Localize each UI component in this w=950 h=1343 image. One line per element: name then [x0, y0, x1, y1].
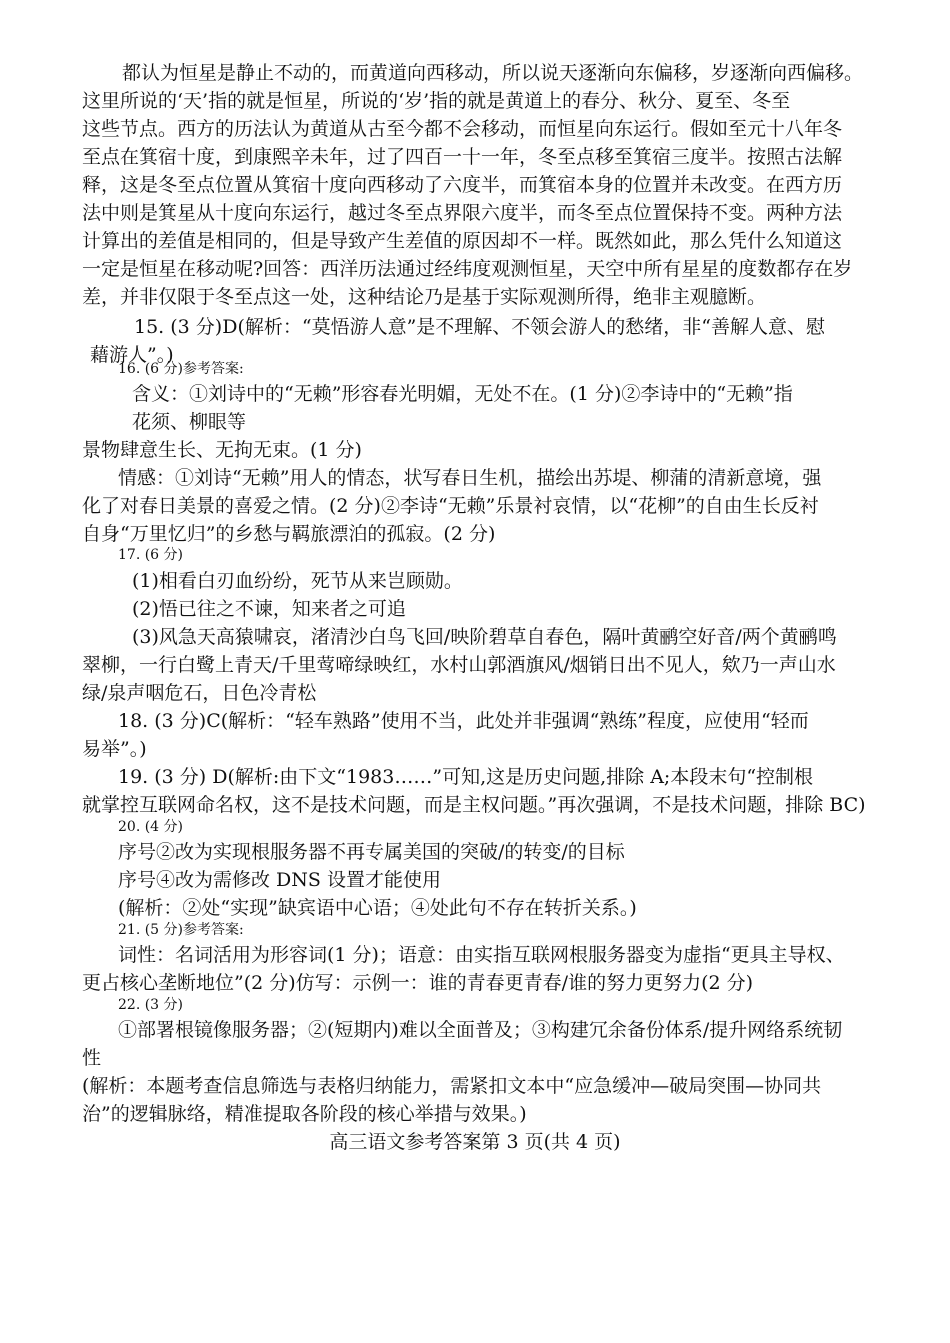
text-line: 释，这是冬至点位置从箕宿十度向西移动了六度半，而箕宿本身的位置并未改变。在西方历	[82, 174, 843, 196]
text-line: 含义：①刘诗中的“无赖”形容春光明媚，无处不在。(1 分)②李诗中的“无赖”指	[132, 383, 793, 405]
text-line: 性	[82, 1047, 102, 1069]
q19-answer: 19. (3 分) D(解析:由下文“1983……”可知,这是历史问题,排除 A;本段末句“控制根	[118, 766, 814, 788]
q21-heading: 21. (5 分)参考答案:	[118, 922, 244, 938]
text-line: (解析：②处“实现”缺宾语中心语；④处此句不存在转折关系。)	[118, 897, 637, 919]
text-line: 都认为恒星是静止不动的，而黄道向西移动，所以说天逐渐向东偏移，岁逐渐向西偏移。	[122, 62, 864, 84]
text-line: (2)悟已往之不谏，知来者之可追	[132, 598, 406, 620]
text-line: ①部署根镜像服务器；②(短期内)难以全面普及；③构建冗余备份体系/提升网络系统韧	[118, 1019, 843, 1041]
text-line: (解析：本题考查信息筛选与表格归纳能力，需紧扣文本中“应急缓冲—破局突围—协同共	[82, 1075, 822, 1097]
q22-heading: 22. (3 分)	[118, 997, 183, 1013]
text-line: 化了对春日美景的喜爱之情。(2 分)②李诗“无赖”乐景衬哀情，以“花柳”的自由生长反衬	[82, 495, 819, 517]
text-line: 序号④改为需修改 DNS 设置才能使用	[118, 869, 441, 891]
text-line: 这里所说的‘天’指的就是恒星，所说的‘岁’指的就是黄道上的春分、秋分、夏至、冬至	[82, 90, 791, 112]
q16-heading: 16. (6 分)参考答案:	[118, 361, 244, 377]
text-line: 易举”。)	[82, 738, 147, 760]
text-line: 绿/泉声咽危石，日色冷青松	[82, 682, 317, 704]
text-line: 花须、柳眼等	[132, 411, 247, 433]
page-footer: 高三语文参考答案第 3 页(共 4 页)	[329, 1131, 621, 1153]
text-line: 情感：①刘诗“无赖”用人的情态，状写春日生机，描绘出苏堤、柳蒲的清新意境，强	[118, 467, 822, 489]
text-line: 治”的逻辑脉络，精准提取各阶段的核心举措与效果。)	[82, 1103, 527, 1125]
q15-answer: 15. (3 分)D(解析：“莫悟游人意”是不理解、不领会游人的愁绪，非“善解人意、慰	[134, 316, 825, 338]
text-line: 翠柳，一行白鹭上青天/千里莺啼绿映红，水村山郭酒旗风/烟销日出不见人，欸乃一声山水	[82, 654, 836, 676]
text-line: 差，并非仅限于冬至点这一处，这种结论乃是基于实际观测所得，绝非主观臆断。	[82, 286, 767, 308]
text-line: 至点在箕宿十度，到康熙辛未年，过了四百一十一年，冬至点移至箕宿三度半。按照古法解	[82, 146, 843, 168]
text-line: 计算出的差值是相同的，但是导致产生差值的原因却不一样。既然如此，那么凭什么知道这	[82, 230, 843, 252]
text-line: 这些节点。西方的历法认为黄道从古至今都不会移动，而恒星向东运行。假如至元十八年冬	[82, 118, 843, 140]
text-line: (3)风急天高猿啸哀，渚清沙白鸟飞回/映阶碧草自春色，隔叶黄鹂空好音/两个黄鹂鸣	[132, 626, 837, 648]
q18-answer: 18. (3 分)C(解析：“轻车熟路”使用不当，此处并非强调“熟练”程度，应使用“轻而	[118, 710, 809, 732]
text-line: (1)相看白刃血纷纷，死节从来岂顾勋。	[132, 570, 463, 592]
q15-answer-cont: 藉游人”。)	[90, 344, 174, 366]
text-line: 一定是恒星在移动呢?回答：西洋历法通过经纬度观测恒星，天空中所有星星的度数都存在岁	[82, 258, 853, 280]
text-line: 词性：名词活用为形容词(1 分)；语意：由实指互联网根服务器变为虚指“更具主导权、	[118, 944, 845, 966]
text-line: 景物肆意生长、无拘无束。(1 分)	[82, 439, 362, 461]
text-line: 就掌控互联网命名权，这不是技术问题，而是主权问题。”再次强调，不是技术问题，排除 BC)	[82, 794, 866, 816]
text-line: 法中则是箕星从十度向东运行，越过冬至点界限六度半，而冬至点位置保持不变。两种方法	[82, 202, 843, 224]
text-line: 序号②改为实现根服务器不再专属美国的突破/的转变/的目标	[118, 841, 625, 863]
q20-heading: 20. (4 分)	[118, 819, 183, 835]
text-line: 自身“万里忆归”的乡愁与羁旅漂泊的孤寂。(2 分)	[82, 523, 496, 545]
q17-heading: 17. (6 分)	[118, 547, 183, 563]
text-line: 更占核心垄断地位”(2 分)仿写：示例一：谁的青春更青春/谁的努力更努力(2 分)	[82, 972, 754, 994]
